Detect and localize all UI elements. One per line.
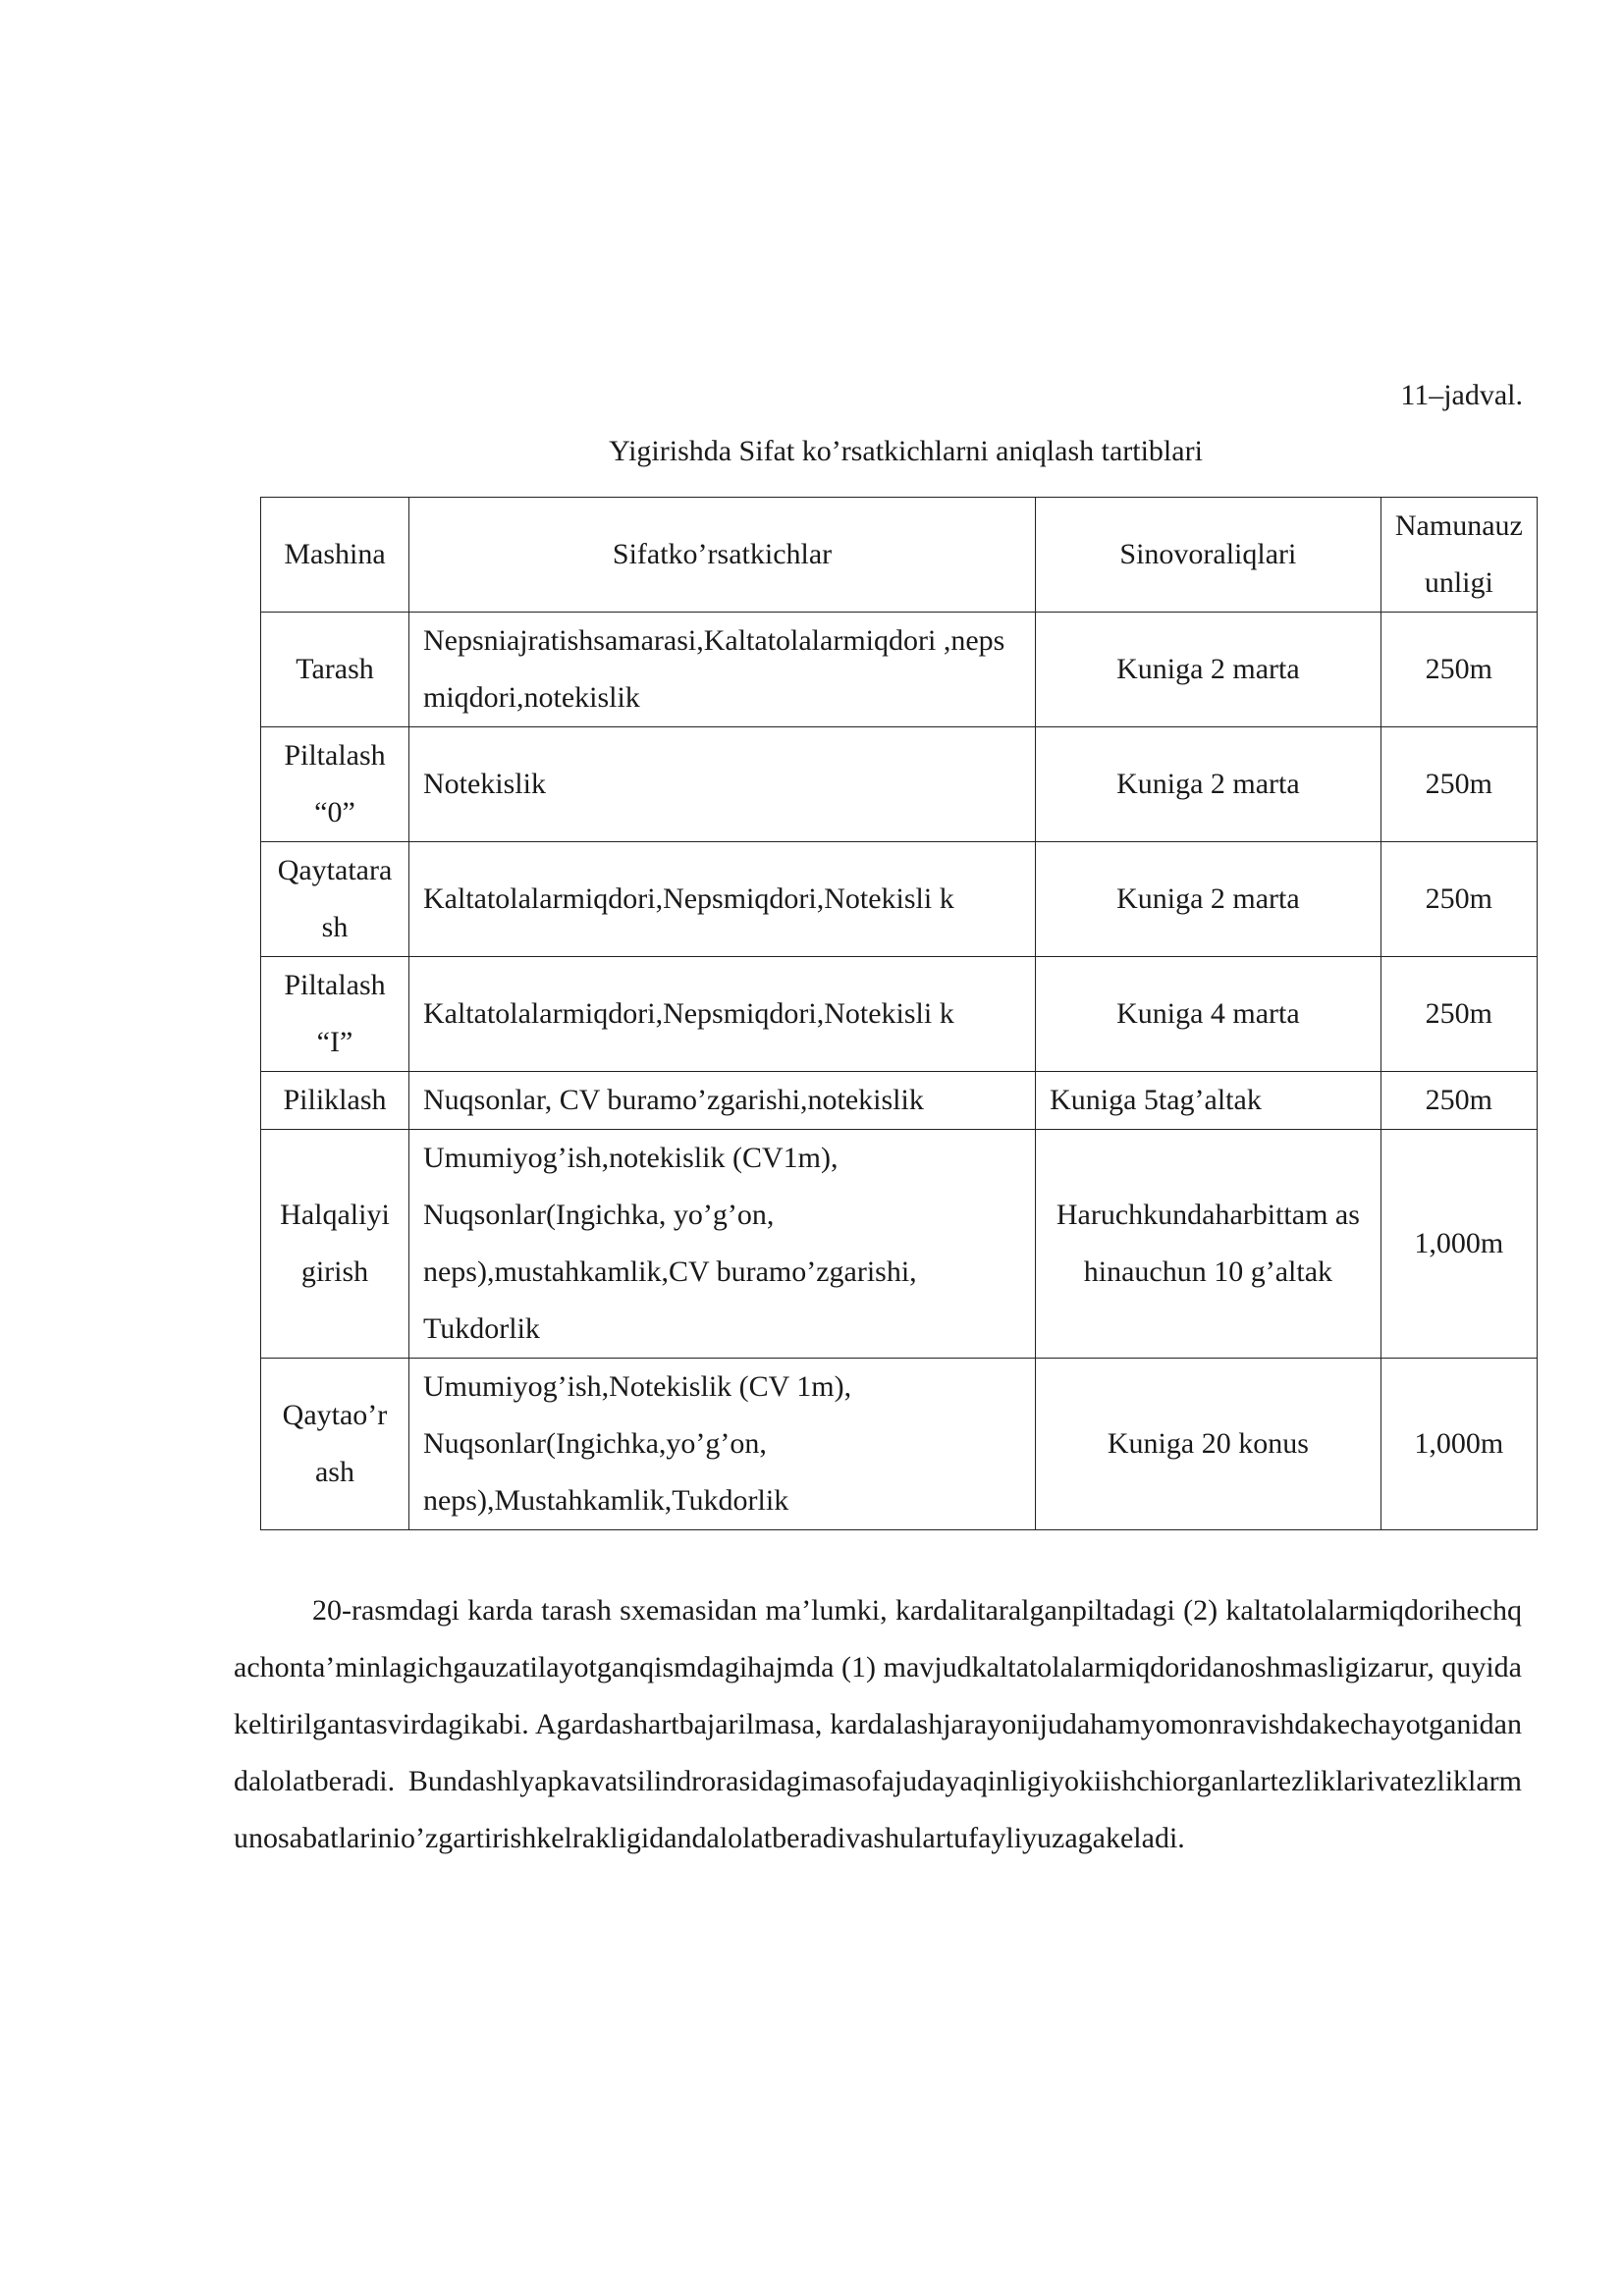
machine-cell: Tarash xyxy=(261,613,409,727)
header-cell: Sifatko’rsatkichlar xyxy=(408,498,1035,613)
sample-length-cell: 250m xyxy=(1380,1072,1537,1130)
table-title: Yigirishda Sifat ko’rsatkichlarni aniqlash tartiblari xyxy=(609,435,1203,467)
quality-table xyxy=(260,497,1538,1530)
quality-cell: Nepsniajratishsamarasi,Kaltatolalarmiqdori ,nepsmiqdori,notekislik xyxy=(408,613,1035,727)
table-row xyxy=(261,842,1538,957)
header-cell: Mashina xyxy=(261,498,409,613)
test-interval-cell: Kuniga 2 marta xyxy=(1036,613,1381,727)
table-row xyxy=(261,613,1538,727)
table-row xyxy=(261,1130,1538,1359)
test-interval-cell: Kuniga 2 marta xyxy=(1036,727,1381,842)
sample-length-cell: 1,000m xyxy=(1380,1359,1537,1530)
table-row xyxy=(261,727,1538,842)
quality-cell: Umumiyog’ish,notekislik (CV1m), Nuqsonlar(Ingichka, yo’g’on, neps),mustahkamlik,CV buramo’zgarishi, Tukdorlik xyxy=(408,1130,1035,1359)
table-row xyxy=(261,1072,1538,1130)
table-header-row xyxy=(261,498,1538,613)
table-number: 11–jadval. xyxy=(1400,379,1523,411)
sample-length-cell: 1,000m xyxy=(1380,1130,1537,1359)
quality-cell: Nuqsonlar, CV buramo’zgarishi,notekislik xyxy=(408,1072,1035,1130)
machine-cell: Piliklash xyxy=(261,1072,409,1130)
sample-length-cell: 250m xyxy=(1380,727,1537,842)
machine-cell: Qaytatara sh xyxy=(261,842,409,957)
machine-cell: Qaytao’r ash xyxy=(261,1359,409,1530)
sample-length-cell: 250m xyxy=(1380,957,1537,1072)
machine-cell: Halqaliyi girish xyxy=(261,1130,409,1359)
table-row xyxy=(261,957,1538,1072)
sample-length-cell: 250m xyxy=(1380,613,1537,727)
test-interval-cell: Haruchkundaharbittam ashinauchun 10 g’altak xyxy=(1036,1130,1381,1359)
header-cell: Sinovoraliqlari xyxy=(1036,498,1381,613)
test-interval-cell: Kuniga 5tag’altak xyxy=(1036,1072,1381,1130)
test-interval-cell: Kuniga 2 marta xyxy=(1036,842,1381,957)
quality-cell: Umumiyog’ish,Notekislik (CV 1m), Nuqsonlar(Ingichka,yo’g’on, neps),Mustahkamlik,Tukdorlik xyxy=(408,1359,1035,1530)
paragraph: 20-rasmdagi karda tarash sxemasidan ma’lumki, kardalitaralganpiltadagi (2) kaltatolalarmiqdorihechqachonta’minlagichgauzatilayotganqismdagihajmda (1) mavjudkaltatolalarmiqdoridanoshmasligizarur, quyidakeltirilgantasvirdagikabi. Agardashartbajarilmasa, kardalashjarayonijudahamyomonravishdakechayotganidandalolatberadi. Bundashlyapkavatsilindrorasidagimasofajudayaqinligiyokiishchiorganlartezliklarivatezliklarmunosabatlarinio’zgartirishkelrakligidandalolatberadivashulartufayliyuzagakeladi. xyxy=(234,1594,1522,1854)
test-interval-cell: Kuniga 4 marta xyxy=(1036,957,1381,1072)
table-row xyxy=(261,1359,1538,1530)
test-interval-cell: Kuniga 20 konus xyxy=(1036,1359,1381,1530)
machine-cell: Piltalash “0” xyxy=(261,727,409,842)
sample-length-cell: 250m xyxy=(1380,842,1537,957)
quality-cell: Notekislik xyxy=(408,727,1035,842)
quality-cell: Kaltatolalarmiqdori,Nepsmiqdori,Notekisli k xyxy=(408,842,1035,957)
header-cell: Namunauz unligi xyxy=(1380,498,1537,613)
quality-cell: Kaltatolalarmiqdori,Nepsmiqdori,Notekisli k xyxy=(408,957,1035,1072)
body-text xyxy=(234,1582,1522,1867)
machine-cell: Piltalash “I” xyxy=(261,957,409,1072)
